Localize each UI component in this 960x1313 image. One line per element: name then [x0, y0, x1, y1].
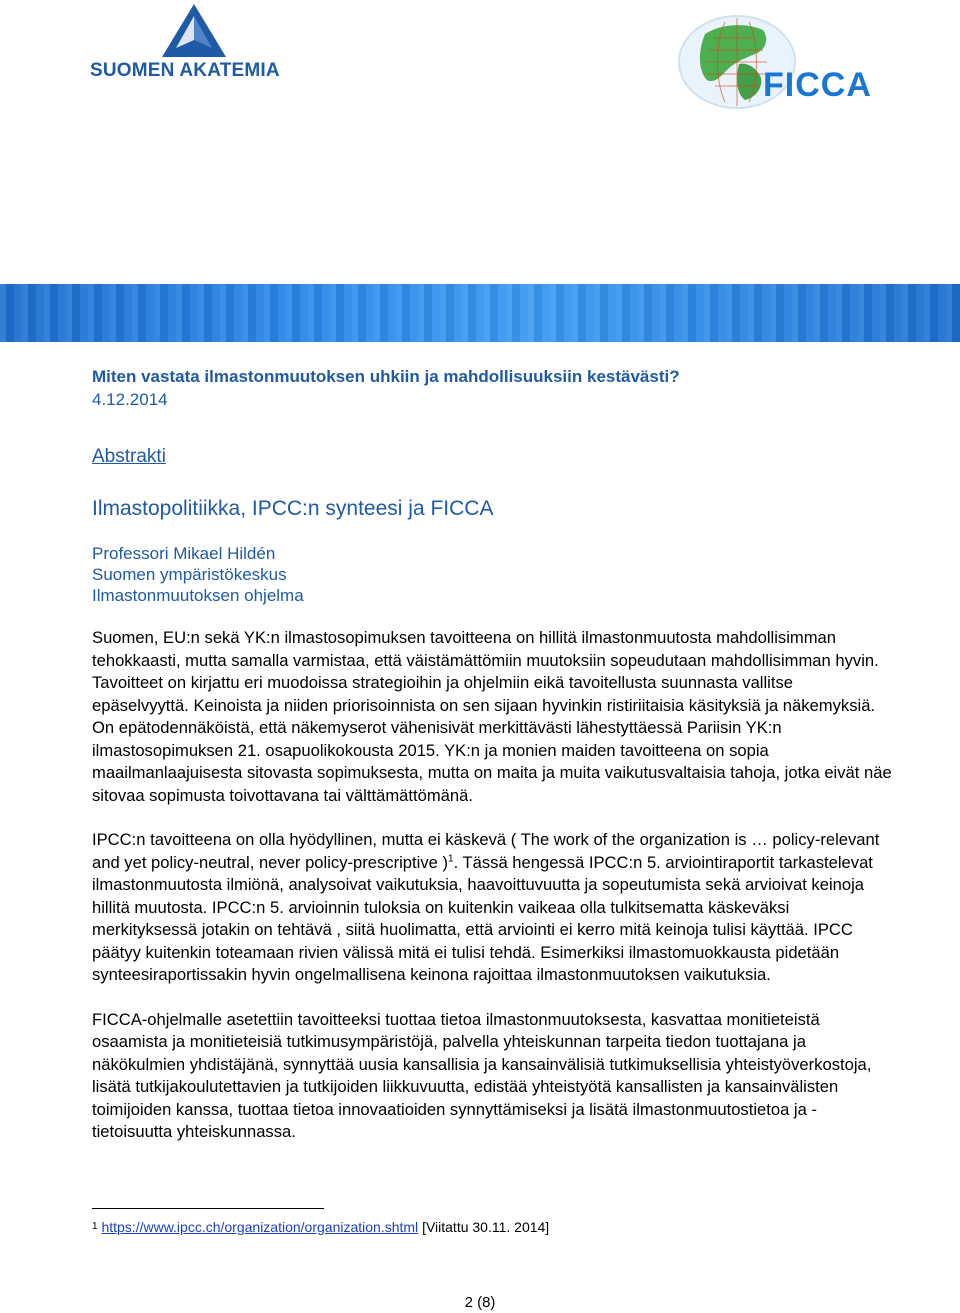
footnote-suffix: [Viitattu 30.11. 2014] [422, 1219, 550, 1235]
document-title-question: Miten vastata ilmastonmuutoksen uhkiin ja mahdollisuuksiin kestävästi? [92, 367, 680, 386]
document-date: 4.12.2014 [92, 390, 168, 409]
suomen-akatemia-logo [90, 2, 300, 84]
author-name: Professori Mikael Hildén [92, 544, 276, 563]
page-number: 2 (8) [464, 1294, 496, 1311]
paragraph-2-part-b: . Tässä hengessä IPCC:n 5. arviointiraportit tarkastelevat ilmastonmuutosta ilmiönä, analysoivat vaikutuksia, haavoittuvuutta ja sopeutumista sekä arvioivat keinoja hillitä muutosta. IPCC:n 5. arvioinnin tuloksia on kuitenkin vaikeaa olla tulkitsematta käskeväksi merkityksessä jotakin on tehtävä , siitä huolimatta, että arviointi ei kerro mitä keinoja tulisi käyttää. IPCC päätyy kuitenkin toteamaan rivien välissä mitä ei tulisi tehdä. Esimerkiksi ilmastomuokkausta pidetään synteesiraportissakin hyvin ongelmallisena keinona rajoittaa ilmastonmuutoksen vaikutuksia. [92, 852, 873, 984]
author-block [92, 543, 892, 606]
footnote [92, 1218, 549, 1236]
akatemia-logo-text: SUOMEN AKATEMIA [90, 60, 280, 81]
paragraph-2 [92, 829, 892, 987]
footnote-link[interactable]: https://www.ipcc.ch/organization/organization.shtml [101, 1219, 419, 1235]
ficca-logo-text: FICCA [763, 66, 872, 104]
akatemia-triangle-icon [90, 2, 300, 62]
document-body [92, 365, 892, 1144]
ficca-logo [675, 14, 890, 114]
paragraph-1: Suomen, EU:n sekä YK:n ilmastosopimuksen tavoitteena on hillitä ilmastonmuutosta mahdollisimman tehokkaasti, mutta samalla varmistaa, että väistämättömiin muutoksiin sopeudutaan mahdollisimman hyvin. Tavoitteet on kirjattu eri muodoissa strategioihin ja ohjelmiin eikä tavoitellusta suunnasta vallitse epäselvyyttä. Keinoista ja niiden priorisoinnista on sen sijaan hyvinkin ristiriitaisia käsityksiä ja näkemyksiä. On epätodennäköistä, että näkemyserot vähenisivät merkittävästi lähestyttäessä Pariisin YK:n ilmastosopimuksen 21. osapuolikokousta 2015. YK:n ja monien maiden tavoitteena on sopia maailmanlaajuisesta sitovasta sopimuksesta, mutta on maita ja muita vaikutusvaltaisia tahoja, jotka eivät näe sitovaa sopimusta toivottavana tai välttämättömänä. [92, 628, 892, 805]
paragraph-3: FICCA-ohjelmalle asetettiin tavoitteeksi tuottaa tietoa ilmastonmuutoksesta, kasvattaa monitieteistä osaamista ja monitieteisiä tutkimusympäristöjä, palvella yhteiskunnan tarpeita tiedon tuottajana ja näkökulmien yhdistäjänä, synnyttää uusia kansallisia ja kansainvälisiä tutkimuksellisia yhteistyöverkostoja, lisätä tutkijakoulutettavien ja tutkijoiden liikkuvuutta, edistää yhteistyötä kansallisten ja kansainvälisten toimijoiden kanssa, tuottaa tietoa innovaatioiden synnyttämiseksi ja lisätä ilmastonmuutostietoa ja -tietoisuutta yhteiskunnassa. [92, 1009, 872, 1141]
author-program: Ilmastonmuutoksen ohjelma [92, 586, 304, 605]
banner-pattern [0, 284, 960, 342]
paragraph-2-part-a: IPCC:n tavoitteena on olla hyödyllinen, mutta ei käskevä ( The work of the organization is … policy-relevant and yet policy-neutral, never policy-prescriptive ) [92, 830, 880, 872]
footnote-divider [92, 1208, 324, 1209]
footnote-number: 1 [92, 1221, 98, 1232]
author-organization: Suomen ympäristökeskus [92, 565, 287, 584]
footnote-reference[interactable]: 1 [448, 852, 454, 864]
header-banner [0, 284, 960, 342]
section-label: Abstrakti [92, 446, 166, 467]
abstract-title: Ilmastopolitiikka, IPCC:n synteesi ja FICCA [92, 497, 494, 520]
